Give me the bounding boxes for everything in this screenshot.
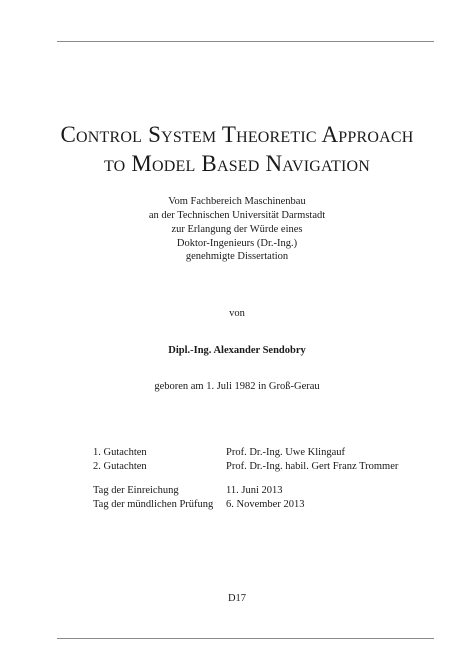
title-line-2: to Model Based Navigation: [103, 151, 371, 176]
oral-exam-date-value: 6. November 2013: [226, 499, 305, 510]
submission-date-value: 11. Juni 2013: [226, 485, 283, 496]
birth-info: geboren am 1. Juli 1982 in Groß-Gerau: [154, 381, 320, 392]
submission-line-2: an der Technischen Universität Darmstadt: [148, 210, 326, 221]
footer-code: D17: [227, 593, 247, 604]
von-label: von: [229, 308, 245, 319]
author-name: Dipl.-Ing. Alexander Sendobry: [168, 345, 306, 356]
bottom-rule: [57, 638, 434, 639]
submission-date-label: Tag der Einreichung: [93, 485, 179, 496]
top-rule: [57, 41, 434, 42]
reviewer-2-name: Prof. Dr.-Ing. habil. Gert Franz Trommer: [226, 461, 399, 472]
submission-line-3: zur Erlangung der Würde eines: [171, 224, 303, 235]
submission-line-4: Doktor-Ingenieurs (Dr.-Ing.): [176, 238, 298, 249]
oral-exam-date-label: Tag der mündlichen Prüfung: [93, 499, 214, 510]
reviewer-1-label: 1. Gutachten: [93, 447, 147, 458]
submission-line-1: Vom Fachbereich Maschinenbau: [168, 196, 306, 207]
reviewer-1-name: Prof. Dr.-Ing. Uwe Klingauf: [226, 447, 345, 458]
submission-line-5: genehmigte Dissertation: [185, 251, 289, 262]
reviewer-2-label: 2. Gutachten: [93, 461, 147, 472]
title-line-1: Control System Theoretic Approach: [60, 122, 414, 147]
